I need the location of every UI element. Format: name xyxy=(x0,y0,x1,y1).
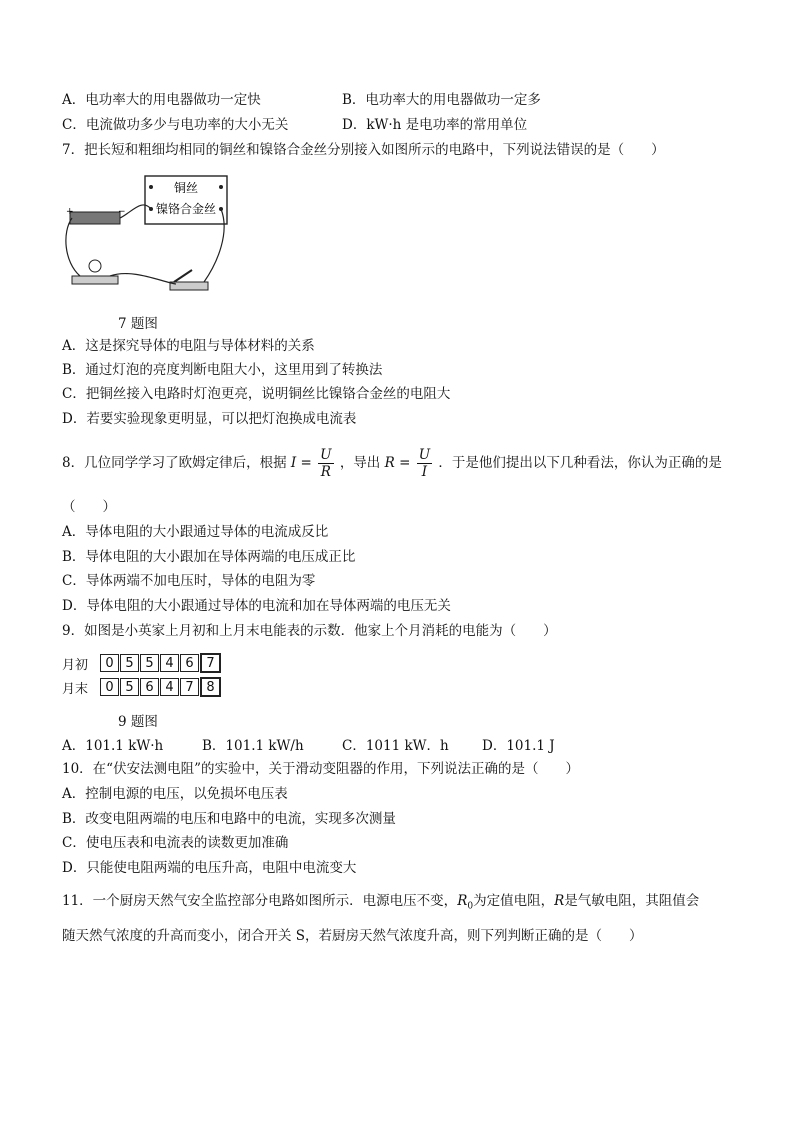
meter-digit-decimal: 7 xyxy=(200,653,221,673)
q8-stem-mid: ，导出 xyxy=(339,455,381,471)
meter-row-end-label: 月末 xyxy=(62,681,89,697)
meter-digit: 5 xyxy=(120,678,139,696)
meter-row-start xyxy=(62,653,222,673)
meter-digit: 4 xyxy=(160,654,179,672)
q8-stem xyxy=(62,447,722,480)
q8-option-c: C．导体两端不加电压时，导体的电阻为零 xyxy=(62,573,316,589)
meter-digit: 5 xyxy=(120,654,139,672)
q9-option-b: B．101.1 kW/h xyxy=(202,738,304,754)
lamp-bulb xyxy=(89,260,101,272)
q9-option-a: A．101.1 kW·h xyxy=(62,738,164,754)
meter-digit: 7 xyxy=(180,678,199,696)
q8-answer-paren: （ ） xyxy=(62,499,116,515)
q10-option-b: B．改变电阻两端的电压和电路中的电流，实现多次测量 xyxy=(62,811,396,827)
svg-text:+: + xyxy=(66,207,74,217)
q11-line1 xyxy=(62,891,699,917)
q11-line2: 随天然气浓度的升高而变小，闭合开关 S，若厨房天然气浓度升高，则下列判断正确的是（ ） xyxy=(62,928,643,944)
battery xyxy=(70,212,120,224)
meter-digit: 5 xyxy=(140,654,159,672)
q10-option-d: D．只能使电阻两端的电压升高，电阻中电流变大 xyxy=(62,860,357,876)
meter-digit: 0 xyxy=(100,654,119,672)
q11-r0-symbol: R xyxy=(457,893,468,909)
q11-line1-post: 是气敏电阻，其阻值会 xyxy=(564,893,700,909)
q8-formula1-fraction xyxy=(318,447,333,480)
q11-r-symbol: R xyxy=(554,893,565,909)
meter-digit-decimal: 8 xyxy=(200,677,221,697)
meter-row-end xyxy=(62,677,222,697)
svg-text:−: − xyxy=(118,207,126,217)
q8-option-a: A．导体电阻的大小跟通过导体的电流成反比 xyxy=(62,524,329,540)
q7-circuit-figure xyxy=(62,172,232,300)
q8-formula1-left: I = xyxy=(290,455,312,471)
q9-stem: 9．如图是小英家上月初和上月末电能表的示数．他家上个月消耗的电能为（ ） xyxy=(62,623,557,639)
q8-option-d: D．导体电阻的大小跟通过导体的电流和加在导体两端的电压无关 xyxy=(62,598,451,614)
q9-option-d: D．101.1 J xyxy=(482,738,555,754)
q7-stem: 7．把长短和粗细均相同的铜丝和镍铬合金丝分别接入如图所示的电路中，下列说法错误的是（ ） xyxy=(62,142,665,158)
q8-formula1-numerator: U xyxy=(320,447,332,463)
q11-line1-mid: 为定值电阻， xyxy=(473,893,555,909)
board-label-copper: 铜丝 xyxy=(173,181,199,195)
q8-stem-post: ．于是他们提出以下几种看法，你认为正确的是 xyxy=(438,455,722,471)
q10-option-a: A．控制电源的电压，以免损坏电压表 xyxy=(62,786,288,802)
meter-row-start-label: 月初 xyxy=(62,657,89,673)
switch-lever xyxy=(174,270,192,282)
q8-formula2-left: R = xyxy=(384,455,411,471)
q10-stem: 10．在“伏安法测电阻”的实验中，关于滑动变阻器的作用，下列说法正确的是（ ） xyxy=(62,761,579,777)
meter-digit: 4 xyxy=(160,678,179,696)
q8-option-b: B．导体电阻的大小跟加在导体两端的电压成正比 xyxy=(62,549,356,565)
q6-option-b: B．电功率大的用电器做功一定多 xyxy=(342,92,541,108)
q11-r0-subscript: 0 xyxy=(467,901,474,912)
q6-option-a: A．电功率大的用电器做功一定快 xyxy=(62,92,261,108)
q8-stem-pre: 8．几位同学学习了欧姆定律后，根据 xyxy=(62,455,287,471)
q8-formula2-numerator: U xyxy=(418,447,431,463)
q11-line1-pre: 11．一个厨房天然气安全监控部分电路如图所示．电源电压不变， xyxy=(62,893,458,909)
meter-digit: 6 xyxy=(180,654,199,672)
q10-option-c: C．使电压表和电流表的读数更加准确 xyxy=(62,835,289,851)
q8-formula2-fraction xyxy=(417,447,432,480)
q9-option-c: C．1011 kW．h xyxy=(342,738,449,754)
meter-digit: 6 xyxy=(140,678,159,696)
meter-digit: 0 xyxy=(100,678,119,696)
q7-option-b: B．通过灯泡的亮度判断电阻大小，这里用到了转换法 xyxy=(62,362,383,378)
q8-formula1-denominator: R xyxy=(320,464,331,480)
q7-option-c: C．把铜丝接入电路时灯泡更亮，说明铜丝比镍铬合金丝的电阻大 xyxy=(62,386,451,402)
q7-option-a: A．这是探究导体的电阻与导体材料的关系 xyxy=(62,338,315,354)
q7-option-d: D．若要实验现象更明显，可以把灯泡换成电流表 xyxy=(62,411,357,427)
lamp-base xyxy=(72,276,118,284)
board-label-nichrome: 镍铬合金丝 xyxy=(155,202,217,216)
q9-figure-caption: 9 题图 xyxy=(118,714,158,730)
q7-figure-caption: 7 题图 xyxy=(118,316,158,332)
q6-option-d: D．kW·h 是电功率的常用单位 xyxy=(342,117,528,133)
q6-option-c: C．电流做功多少与电功率的大小无关 xyxy=(62,117,289,133)
q8-formula2-denominator: I xyxy=(421,464,428,480)
switch-base xyxy=(170,282,208,290)
